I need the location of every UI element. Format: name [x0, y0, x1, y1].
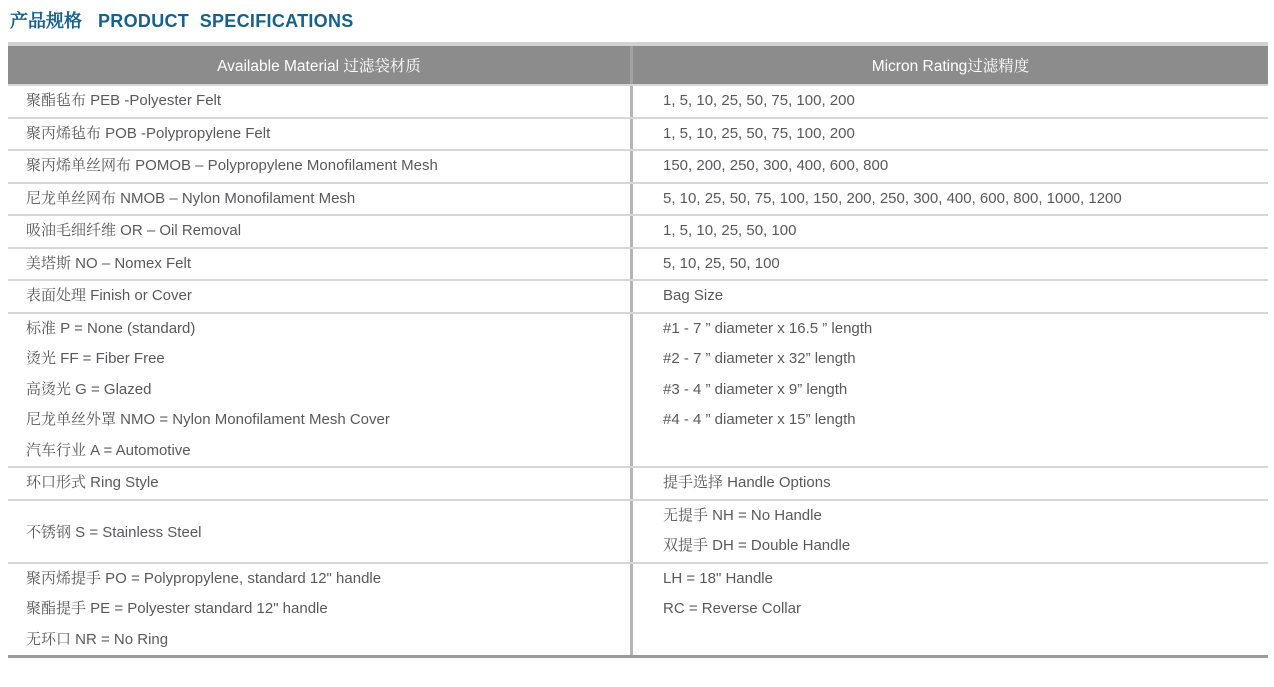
material-polypropylene-felt: 聚丙烯毡布 POB -Polypropylene Felt — [26, 124, 271, 142]
finish-glazed: 高烫光 G = Glazed — [26, 380, 152, 398]
handle-reverse-collar: RC = Reverse Collar — [663, 600, 801, 617]
ring-polypropylene-handle: 聚丙烯提手 PO = Polypropylene, standard 12" handle — [26, 569, 382, 587]
page-title-en: PRODUCT SPECIFICATIONS — [98, 11, 354, 31]
table-row — [8, 499, 1268, 562]
table-row — [8, 247, 1268, 280]
micron-polyester-felt: 1, 5, 10, 25, 50, 75, 100, 200 — [663, 92, 855, 109]
table-row — [8, 466, 1268, 499]
micron-nomex-felt: 5, 10, 25, 50, 100 — [663, 254, 780, 272]
section-finish-or-cover: 表面处理 Finish or Cover — [26, 287, 192, 304]
page-title-zh: 产品规格 — [10, 11, 82, 31]
finish-automotive: 汽车行业 A = Automotive — [26, 441, 191, 459]
handle-no-handle: 无提手 NH = No Handle — [663, 506, 822, 524]
bag-size-1: #1 - 7 ” diameter x 16.5 ” length — [663, 319, 873, 337]
table-row — [8, 149, 1268, 182]
ring-stainless-steel: 不锈钢 S = Stainless Steel — [26, 523, 202, 541]
page-title — [10, 7, 1274, 33]
finish-none-standard: 标准 P = None (standard) — [26, 319, 196, 337]
section-bag-size: Bag Size — [663, 287, 724, 304]
product-specifications-table — [8, 42, 1268, 658]
material-nylon-monofilament-mesh: 尼龙单丝网布 NMOB – Nylon Monofilament Mesh — [26, 189, 356, 207]
material-polyester-felt: 聚酯毡布 PEB -Polyester Felt — [26, 92, 222, 109]
finish-fiber-free: 烫光 FF = Fiber Free — [26, 350, 165, 367]
material-nomex-felt: 美塔斯 NO – Nomex Felt — [26, 254, 192, 272]
micron-oil-removal: 1, 5, 10, 25, 50, 100 — [663, 222, 797, 239]
handle-double-handle: 双提手 DH = Double Handle — [663, 537, 851, 554]
section-ring-style: 环口形式 Ring Style — [26, 474, 159, 491]
micron-nylon-monofilament-mesh: 5, 10, 25, 50, 75, 100, 150, 200, 250, 300, 400, 600, 800, 1000, 1200 — [663, 189, 1122, 207]
finish-nylon-monofilament-mesh-cover: 尼龙单丝外罩 NMO = Nylon Monofilament Mesh Cover — [26, 411, 390, 428]
table-header-row — [8, 46, 1268, 84]
ring-polyester-handle: 聚酯提手 PE = Polyester standard 12" handle — [26, 600, 328, 617]
table-row — [8, 279, 1268, 312]
table-row — [8, 117, 1268, 150]
material-oil-removal: 吸油毛细纤维 OR – Oil Removal — [26, 222, 242, 239]
section-handle-options: 提手选择 Handle Options — [663, 474, 831, 491]
table-row — [8, 562, 1268, 656]
table-row — [8, 84, 1268, 117]
header-micron-rating: Micron Rating过滤精度 — [871, 58, 1030, 75]
table-row — [8, 182, 1268, 215]
micron-polypropylene-felt: 1, 5, 10, 25, 50, 75, 100, 200 — [663, 124, 855, 142]
table-row — [8, 312, 1268, 467]
bag-size-4: #4 - 4 ” diameter x 15” length — [663, 411, 856, 428]
table-row — [8, 214, 1268, 247]
material-polypropylene-monofilament-mesh: 聚丙烯单丝网布 POMOB – Polypropylene Monofilament Mesh — [26, 157, 438, 174]
bag-size-2: #2 - 7 ” diameter x 32” length — [663, 350, 856, 367]
bag-size-3: #3 - 4 ” diameter x 9” length — [663, 380, 848, 398]
ring-no-ring: 无环口 NR = No Ring — [26, 630, 169, 648]
handle-18-inch: LH = 18" Handle — [663, 569, 773, 587]
header-available-material: Available Material 过滤袋材质 — [8, 46, 633, 84]
micron-polypropylene-monofilament-mesh: 150, 200, 250, 300, 400, 600, 800 — [663, 157, 889, 174]
